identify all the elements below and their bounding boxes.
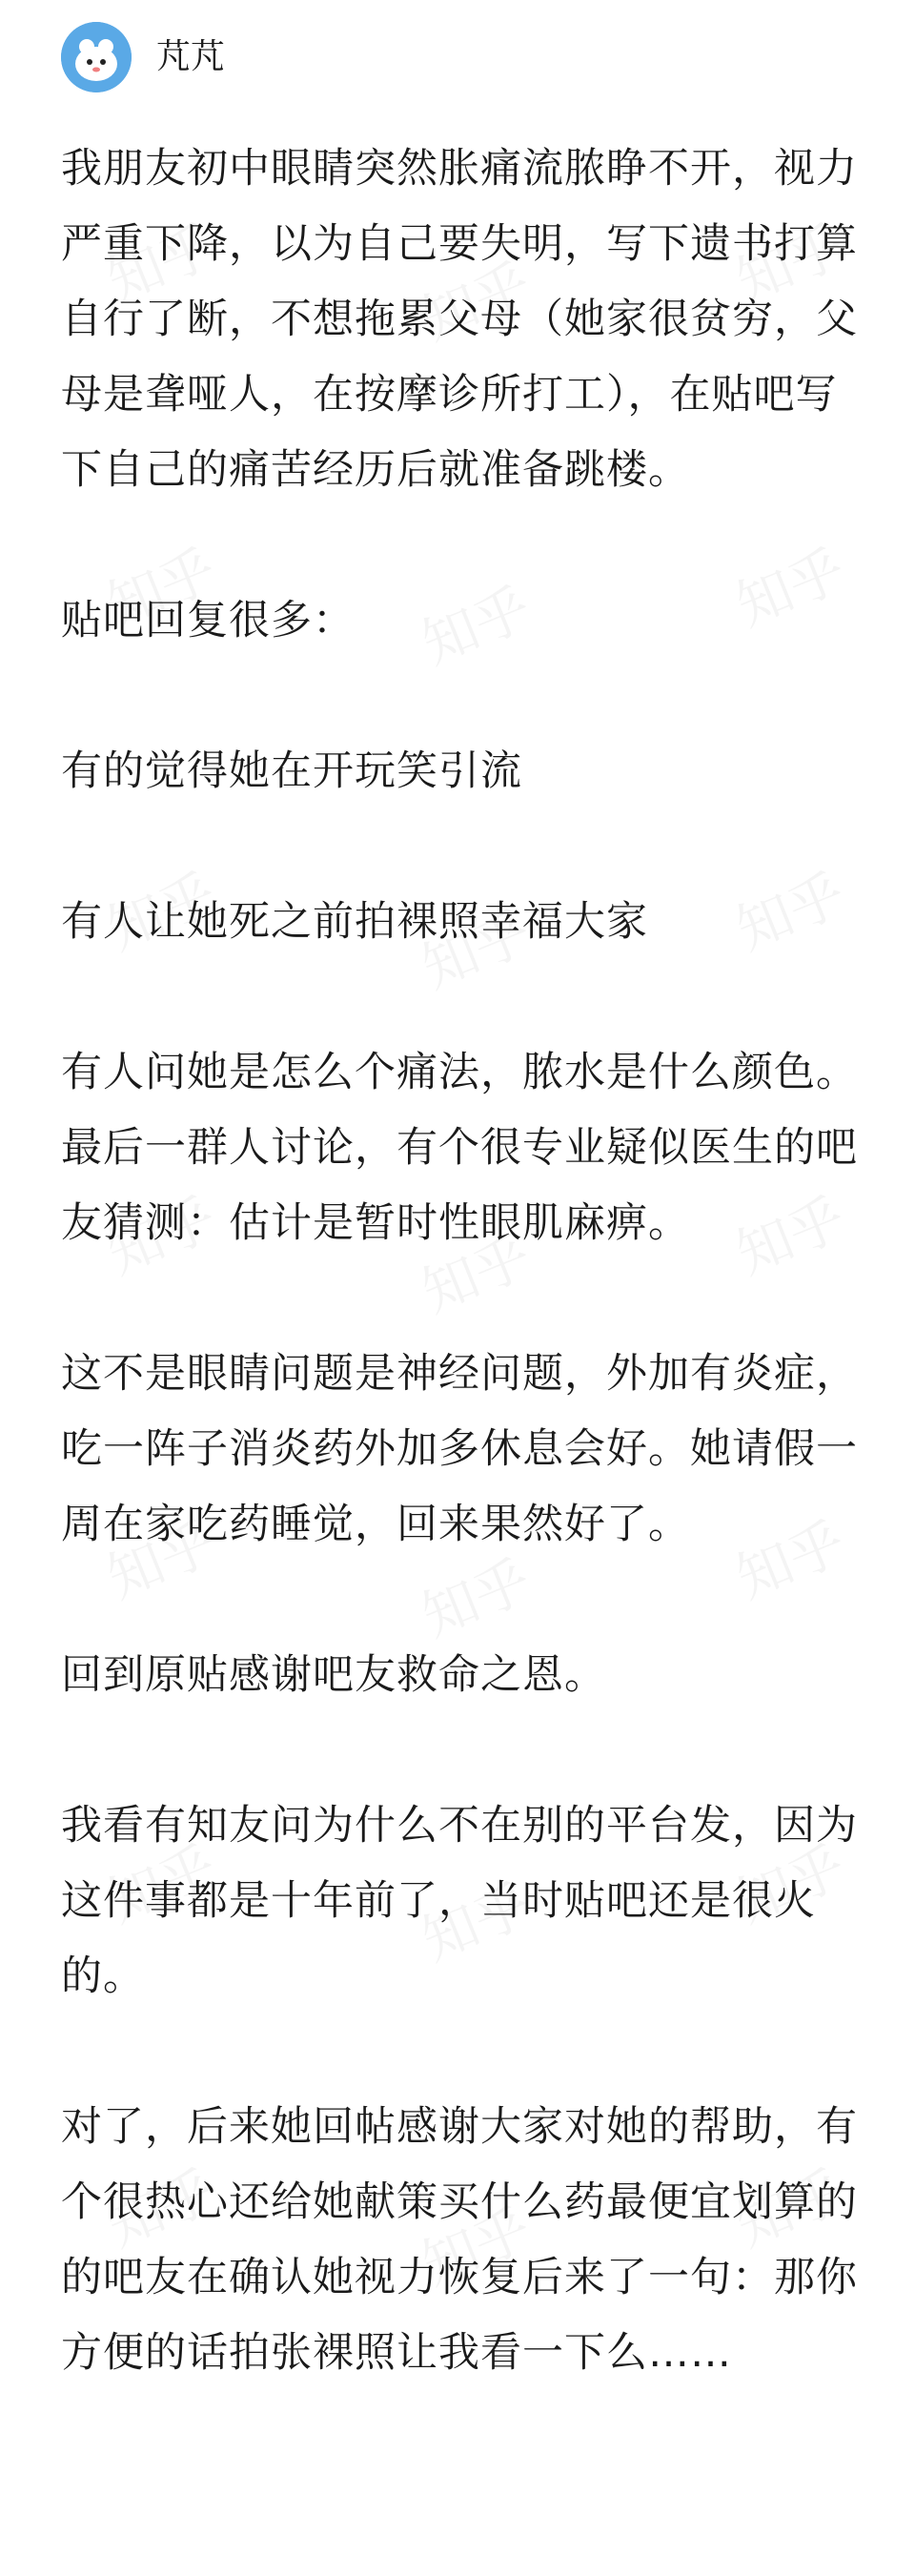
post-paragraph: 对了，后来她回帖感谢大家对她的帮助，有个很热心还给她献策买什么药最便宜划算的的吧友在确认她视力恢复后来了一句：那你方便的话拍张裸照让我看一下么…… [61,2103,858,2377]
author-name[interactable]: 芃芃 [156,37,226,76]
post-body [61,132,871,2466]
post-paragraph: 有人问她是怎么个痛法，脓水是什么颜色。最后一群人讨论，有个很专业疑似医生的吧友猜测：估计是暂时性眼肌麻痹。 [61,1049,858,1247]
post-paragraph: 我看有知友问为什么不在别的平台发，因为这件事都是十年前了，当时贴吧还是很火的。 [61,1802,858,2000]
cartoon-avatar-icon [61,22,132,92]
post-author-header [61,19,225,95]
post-paragraph: 有的觉得她在开玩笑引流 [61,747,522,795]
post-paragraph: 有人让她死之前拍裸照幸福大家 [61,898,648,946]
post-paragraph: 贴吧回复很多： [61,597,355,644]
author-avatar[interactable] [61,22,132,92]
post-paragraph: 这不是眼睛问题是神经问题，外加有炎症，吃一阵子消炎药外加多休息会好。她请假一周在家吃药睡觉，回来果然好了。 [61,1350,858,1548]
post-paragraph: 我朋友初中眼睛突然胀痛流脓睁不开，视力严重下降，以为自己要失明，写下遗书打算自行了断，不想拖累父母（她家很贫穷，父母是聋哑人，在按摩诊所打工），在贴吧写下自己的痛苦经历后就准备跳楼。 [61,145,858,494]
post-paragraph: 回到原贴感谢吧友救命之恩。 [61,1651,606,1699]
